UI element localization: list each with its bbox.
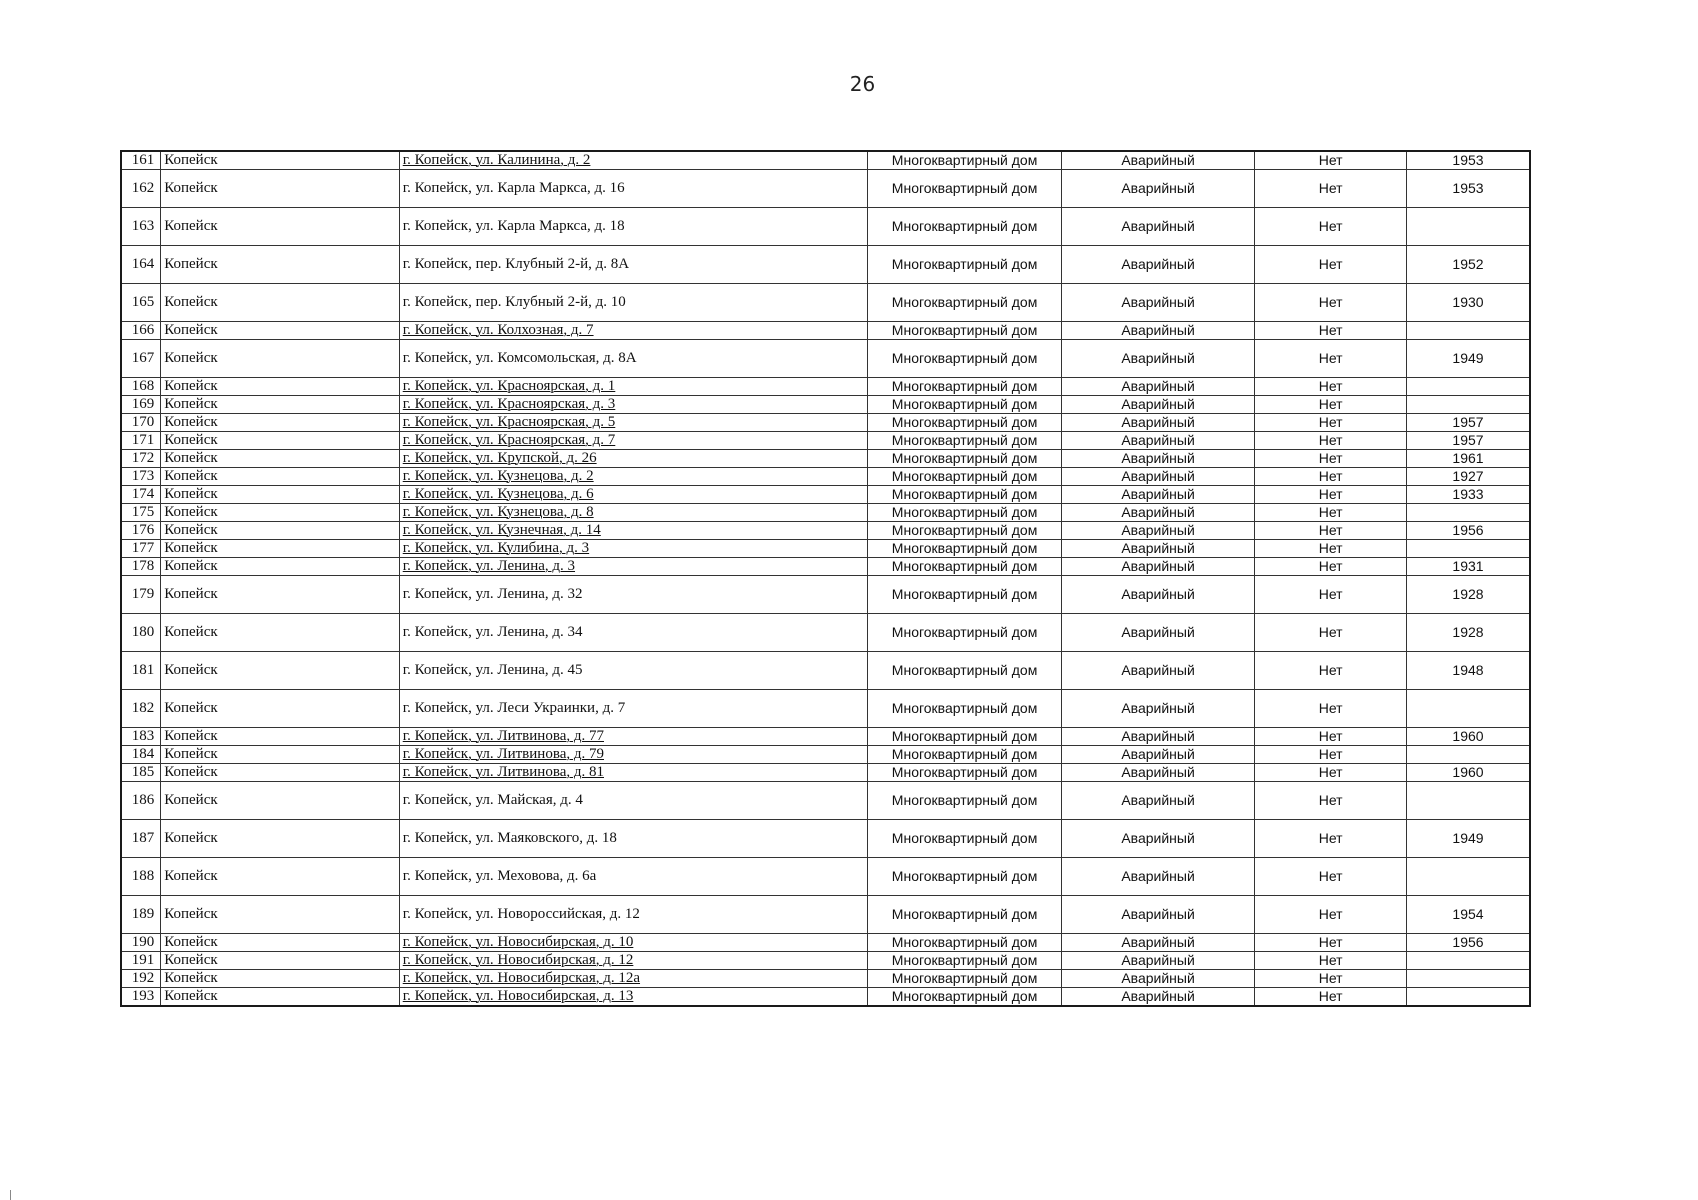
city-cell: Копейск xyxy=(161,576,399,614)
building-type-cell: Многоквартирный дом xyxy=(868,396,1062,414)
row-number: 162 xyxy=(121,170,161,208)
row-number: 177 xyxy=(121,540,161,558)
flag-cell: Нет xyxy=(1255,246,1407,284)
building-type-cell: Многоквартирный дом xyxy=(868,246,1062,284)
address-cell: г. Копейск, ул. Ленина, д. 32 xyxy=(399,576,868,614)
city-cell: Копейск xyxy=(161,782,399,820)
address-cell: г. Копейск, ул. Красноярская, д. 3 xyxy=(399,396,868,414)
building-type-cell: Многоквартирный дом xyxy=(868,151,1062,170)
condition-cell: Аварийный xyxy=(1061,614,1255,652)
flag-cell: Нет xyxy=(1255,378,1407,396)
city-cell: Копейск xyxy=(161,820,399,858)
city-cell: Копейск xyxy=(161,151,399,170)
year-cell: 1933 xyxy=(1407,486,1531,504)
row-number: 188 xyxy=(121,858,161,896)
flag-cell: Нет xyxy=(1255,450,1407,468)
row-number: 180 xyxy=(121,614,161,652)
flag-cell: Нет xyxy=(1255,858,1407,896)
address-cell: г. Копейск, ул. Кузнецова, д. 2 xyxy=(399,468,868,486)
condition-cell: Аварийный xyxy=(1061,340,1255,378)
year-cell: 1927 xyxy=(1407,468,1531,486)
table-row xyxy=(121,934,1530,952)
row-number: 164 xyxy=(121,246,161,284)
address-cell: г. Копейск, ул. Карла Маркса, д. 18 xyxy=(399,208,868,246)
city-cell: Копейск xyxy=(161,952,399,970)
address-cell: г. Копейск, ул. Красноярская, д. 7 xyxy=(399,432,868,450)
condition-cell: Аварийный xyxy=(1061,322,1255,340)
year-cell: 1957 xyxy=(1407,414,1531,432)
table-row xyxy=(121,340,1530,378)
row-number: 174 xyxy=(121,486,161,504)
flag-cell: Нет xyxy=(1255,396,1407,414)
city-cell: Копейск xyxy=(161,934,399,952)
table-row xyxy=(121,764,1530,782)
row-number: 187 xyxy=(121,820,161,858)
table-row xyxy=(121,746,1530,764)
flag-cell: Нет xyxy=(1255,170,1407,208)
condition-cell: Аварийный xyxy=(1061,504,1255,522)
building-type-cell: Многоквартирный дом xyxy=(868,340,1062,378)
year-cell: 1960 xyxy=(1407,764,1531,782)
address-cell: г. Копейск, ул. Литвинова, д. 81 xyxy=(399,764,868,782)
table-row xyxy=(121,246,1530,284)
row-number: 185 xyxy=(121,764,161,782)
table-row xyxy=(121,522,1530,540)
year-cell: 1930 xyxy=(1407,284,1531,322)
condition-cell: Аварийный xyxy=(1061,170,1255,208)
row-number: 193 xyxy=(121,988,161,1007)
building-type-cell: Многоквартирный дом xyxy=(868,170,1062,208)
condition-cell: Аварийный xyxy=(1061,576,1255,614)
building-type-cell: Многоквартирный дом xyxy=(868,504,1062,522)
address-cell: г. Копейск, ул. Леси Украинки, д. 7 xyxy=(399,690,868,728)
city-cell: Копейск xyxy=(161,322,399,340)
building-type-cell: Многоквартирный дом xyxy=(868,378,1062,396)
year-cell xyxy=(1407,396,1531,414)
year-cell xyxy=(1407,690,1531,728)
city-cell: Копейск xyxy=(161,170,399,208)
city-cell: Копейск xyxy=(161,504,399,522)
row-number: 179 xyxy=(121,576,161,614)
building-type-cell: Многоквартирный дом xyxy=(868,896,1062,934)
condition-cell: Аварийный xyxy=(1061,378,1255,396)
city-cell: Копейск xyxy=(161,432,399,450)
building-type-cell: Многоквартирный дом xyxy=(868,764,1062,782)
condition-cell: Аварийный xyxy=(1061,558,1255,576)
city-cell: Копейск xyxy=(161,858,399,896)
city-cell: Копейск xyxy=(161,764,399,782)
flag-cell: Нет xyxy=(1255,486,1407,504)
city-cell: Копейск xyxy=(161,208,399,246)
year-cell: 1931 xyxy=(1407,558,1531,576)
address-cell: г. Копейск, ул. Ленина, д. 45 xyxy=(399,652,868,690)
flag-cell: Нет xyxy=(1255,540,1407,558)
table-row xyxy=(121,414,1530,432)
year-cell xyxy=(1407,988,1531,1007)
condition-cell: Аварийный xyxy=(1061,858,1255,896)
address-cell: г. Копейск, ул. Кузнецова, д. 8 xyxy=(399,504,868,522)
table-row xyxy=(121,558,1530,576)
building-type-cell: Многоквартирный дом xyxy=(868,486,1062,504)
building-type-cell: Многоквартирный дом xyxy=(868,614,1062,652)
table-row xyxy=(121,820,1530,858)
year-cell xyxy=(1407,746,1531,764)
flag-cell: Нет xyxy=(1255,652,1407,690)
address-cell: г. Копейск, ул. Ленина, д. 34 xyxy=(399,614,868,652)
building-type-cell: Многоквартирный дом xyxy=(868,558,1062,576)
table-body xyxy=(121,151,1530,1006)
condition-cell: Аварийный xyxy=(1061,690,1255,728)
row-number: 171 xyxy=(121,432,161,450)
row-number: 172 xyxy=(121,450,161,468)
address-cell: г. Копейск, ул. Комсомольская, д. 8А xyxy=(399,340,868,378)
flag-cell: Нет xyxy=(1255,522,1407,540)
table-row xyxy=(121,468,1530,486)
year-cell: 1949 xyxy=(1407,820,1531,858)
flag-cell: Нет xyxy=(1255,970,1407,988)
city-cell: Копейск xyxy=(161,522,399,540)
condition-cell: Аварийный xyxy=(1061,246,1255,284)
flag-cell: Нет xyxy=(1255,782,1407,820)
address-cell: г. Копейск, ул. Красноярская, д. 1 xyxy=(399,378,868,396)
flag-cell: Нет xyxy=(1255,896,1407,934)
building-type-cell: Многоквартирный дом xyxy=(868,690,1062,728)
building-type-cell: Многоквартирный дом xyxy=(868,728,1062,746)
year-cell: 1928 xyxy=(1407,576,1531,614)
row-number: 181 xyxy=(121,652,161,690)
city-cell: Копейск xyxy=(161,486,399,504)
table-row xyxy=(121,322,1530,340)
year-cell xyxy=(1407,970,1531,988)
year-cell: 1949 xyxy=(1407,340,1531,378)
building-type-cell: Многоквартирный дом xyxy=(868,284,1062,322)
address-cell: г. Копейск, ул. Колхозная, д. 7 xyxy=(399,322,868,340)
year-cell: 1954 xyxy=(1407,896,1531,934)
address-cell: г. Копейск, ул. Новосибирская, д. 10 xyxy=(399,934,868,952)
year-cell: 1957 xyxy=(1407,432,1531,450)
year-cell: 1928 xyxy=(1407,614,1531,652)
flag-cell: Нет xyxy=(1255,284,1407,322)
address-cell: г. Копейск, ул. Красноярская, д. 5 xyxy=(399,414,868,432)
flag-cell: Нет xyxy=(1255,322,1407,340)
building-type-cell: Многоквартирный дом xyxy=(868,988,1062,1007)
row-number: 173 xyxy=(121,468,161,486)
table-row xyxy=(121,952,1530,970)
row-number: 192 xyxy=(121,970,161,988)
margin-mark xyxy=(10,1190,11,1200)
condition-cell: Аварийный xyxy=(1061,414,1255,432)
city-cell: Копейск xyxy=(161,558,399,576)
row-number: 166 xyxy=(121,322,161,340)
city-cell: Копейск xyxy=(161,414,399,432)
flag-cell: Нет xyxy=(1255,690,1407,728)
year-cell: 1953 xyxy=(1407,170,1531,208)
city-cell: Копейск xyxy=(161,970,399,988)
condition-cell: Аварийный xyxy=(1061,952,1255,970)
address-cell: г. Копейск, ул. Майская, д. 4 xyxy=(399,782,868,820)
address-cell: г. Копейск, ул. Литвинова, д. 77 xyxy=(399,728,868,746)
city-cell: Копейск xyxy=(161,614,399,652)
city-cell: Копейск xyxy=(161,896,399,934)
address-cell: г. Копейск, ул. Новосибирская, д. 12 xyxy=(399,952,868,970)
condition-cell: Аварийный xyxy=(1061,151,1255,170)
year-cell: 1956 xyxy=(1407,522,1531,540)
table-row xyxy=(121,540,1530,558)
building-type-cell: Многоквартирный дом xyxy=(868,652,1062,690)
flag-cell: Нет xyxy=(1255,151,1407,170)
table-row xyxy=(121,896,1530,934)
flag-cell: Нет xyxy=(1255,468,1407,486)
condition-cell: Аварийный xyxy=(1061,934,1255,952)
city-cell: Копейск xyxy=(161,540,399,558)
address-cell: г. Копейск, ул. Кулибина, д. 3 xyxy=(399,540,868,558)
city-cell: Копейск xyxy=(161,728,399,746)
condition-cell: Аварийный xyxy=(1061,988,1255,1007)
condition-cell: Аварийный xyxy=(1061,764,1255,782)
flag-cell: Нет xyxy=(1255,614,1407,652)
table-row xyxy=(121,486,1530,504)
year-cell: 1960 xyxy=(1407,728,1531,746)
row-number: 190 xyxy=(121,934,161,952)
table-row xyxy=(121,450,1530,468)
year-cell xyxy=(1407,322,1531,340)
address-cell: г. Копейск, ул. Кузнечная, д. 14 xyxy=(399,522,868,540)
building-type-cell: Многоквартирный дом xyxy=(868,858,1062,896)
building-type-cell: Многоквартирный дом xyxy=(868,970,1062,988)
condition-cell: Аварийный xyxy=(1061,652,1255,690)
city-cell: Копейск xyxy=(161,450,399,468)
table-row xyxy=(121,378,1530,396)
condition-cell: Аварийный xyxy=(1061,208,1255,246)
table-row xyxy=(121,432,1530,450)
condition-cell: Аварийный xyxy=(1061,728,1255,746)
address-cell: г. Копейск, пер. Клубный 2-й, д. 8А xyxy=(399,246,868,284)
address-cell: г. Копейск, ул. Крупской, д. 26 xyxy=(399,450,868,468)
condition-cell: Аварийный xyxy=(1061,782,1255,820)
row-number: 189 xyxy=(121,896,161,934)
city-cell: Копейск xyxy=(161,988,399,1007)
year-cell: 1961 xyxy=(1407,450,1531,468)
condition-cell: Аварийный xyxy=(1061,450,1255,468)
table-row xyxy=(121,970,1530,988)
flag-cell: Нет xyxy=(1255,504,1407,522)
flag-cell: Нет xyxy=(1255,952,1407,970)
row-number: 175 xyxy=(121,504,161,522)
row-number: 165 xyxy=(121,284,161,322)
building-type-cell: Многоквартирный дом xyxy=(868,432,1062,450)
building-type-cell: Многоквартирный дом xyxy=(868,468,1062,486)
condition-cell: Аварийный xyxy=(1061,432,1255,450)
table-row xyxy=(121,690,1530,728)
table-row xyxy=(121,208,1530,246)
flag-cell: Нет xyxy=(1255,764,1407,782)
address-cell: г. Копейск, ул. Новороссийская, д. 12 xyxy=(399,896,868,934)
year-cell xyxy=(1407,858,1531,896)
building-type-cell: Многоквартирный дом xyxy=(868,414,1062,432)
city-cell: Копейск xyxy=(161,340,399,378)
row-number: 167 xyxy=(121,340,161,378)
flag-cell: Нет xyxy=(1255,988,1407,1007)
table-row xyxy=(121,576,1530,614)
condition-cell: Аварийный xyxy=(1061,820,1255,858)
table-row xyxy=(121,988,1530,1007)
address-cell: г. Копейск, ул. Новосибирская, д. 12а xyxy=(399,970,868,988)
condition-cell: Аварийный xyxy=(1061,746,1255,764)
address-cell: г. Копейск, ул. Литвинова, д. 79 xyxy=(399,746,868,764)
flag-cell: Нет xyxy=(1255,934,1407,952)
row-number: 163 xyxy=(121,208,161,246)
flag-cell: Нет xyxy=(1255,820,1407,858)
flag-cell: Нет xyxy=(1255,728,1407,746)
year-cell: 1948 xyxy=(1407,652,1531,690)
row-number: 186 xyxy=(121,782,161,820)
row-number: 176 xyxy=(121,522,161,540)
building-type-cell: Многоквартирный дом xyxy=(868,746,1062,764)
year-cell xyxy=(1407,504,1531,522)
condition-cell: Аварийный xyxy=(1061,486,1255,504)
condition-cell: Аварийный xyxy=(1061,896,1255,934)
city-cell: Копейск xyxy=(161,652,399,690)
flag-cell: Нет xyxy=(1255,340,1407,378)
row-number: 170 xyxy=(121,414,161,432)
flag-cell: Нет xyxy=(1255,576,1407,614)
building-type-cell: Многоквартирный дом xyxy=(868,934,1062,952)
building-type-cell: Многоквартирный дом xyxy=(868,522,1062,540)
row-number: 168 xyxy=(121,378,161,396)
flag-cell: Нет xyxy=(1255,558,1407,576)
table-row xyxy=(121,614,1530,652)
year-cell xyxy=(1407,208,1531,246)
address-cell: г. Копейск, ул. Ленина, д. 3 xyxy=(399,558,868,576)
housing-registry-table xyxy=(120,150,1531,1007)
condition-cell: Аварийный xyxy=(1061,396,1255,414)
condition-cell: Аварийный xyxy=(1061,284,1255,322)
condition-cell: Аварийный xyxy=(1061,522,1255,540)
flag-cell: Нет xyxy=(1255,414,1407,432)
table-row xyxy=(121,284,1530,322)
building-type-cell: Многоквартирный дом xyxy=(868,952,1062,970)
year-cell: 1952 xyxy=(1407,246,1531,284)
condition-cell: Аварийный xyxy=(1061,540,1255,558)
table-row xyxy=(121,728,1530,746)
row-number: 184 xyxy=(121,746,161,764)
year-cell: 1956 xyxy=(1407,934,1531,952)
year-cell: 1953 xyxy=(1407,151,1531,170)
year-cell xyxy=(1407,540,1531,558)
row-number: 182 xyxy=(121,690,161,728)
flag-cell: Нет xyxy=(1255,746,1407,764)
row-number: 169 xyxy=(121,396,161,414)
table-row xyxy=(121,652,1530,690)
table-row xyxy=(121,858,1530,896)
building-type-cell: Многоквартирный дом xyxy=(868,782,1062,820)
city-cell: Копейск xyxy=(161,396,399,414)
city-cell: Копейск xyxy=(161,746,399,764)
condition-cell: Аварийный xyxy=(1061,468,1255,486)
row-number: 183 xyxy=(121,728,161,746)
address-cell: г. Копейск, ул. Маяковского, д. 18 xyxy=(399,820,868,858)
table-row xyxy=(121,396,1530,414)
address-cell: г. Копейск, ул. Карла Маркса, д. 16 xyxy=(399,170,868,208)
building-type-cell: Многоквартирный дом xyxy=(868,540,1062,558)
building-type-cell: Многоквартирный дом xyxy=(868,450,1062,468)
city-cell: Копейск xyxy=(161,378,399,396)
address-cell: г. Копейск, ул. Меховова, д. 6а xyxy=(399,858,868,896)
address-cell: г. Копейск, ул. Калинина, д. 2 xyxy=(399,151,868,170)
table-row xyxy=(121,170,1530,208)
table-row xyxy=(121,151,1530,170)
year-cell xyxy=(1407,952,1531,970)
year-cell xyxy=(1407,782,1531,820)
address-cell: г. Копейск, пер. Клубный 2-й, д. 10 xyxy=(399,284,868,322)
address-cell: г. Копейск, ул. Новосибирская, д. 13 xyxy=(399,988,868,1007)
city-cell: Копейск xyxy=(161,284,399,322)
building-type-cell: Многоквартирный дом xyxy=(868,820,1062,858)
row-number: 191 xyxy=(121,952,161,970)
flag-cell: Нет xyxy=(1255,208,1407,246)
building-type-cell: Многоквартирный дом xyxy=(868,322,1062,340)
city-cell: Копейск xyxy=(161,690,399,728)
table-row xyxy=(121,782,1530,820)
table-row xyxy=(121,504,1530,522)
row-number: 178 xyxy=(121,558,161,576)
city-cell: Копейск xyxy=(161,468,399,486)
year-cell xyxy=(1407,378,1531,396)
city-cell: Копейск xyxy=(161,246,399,284)
condition-cell: Аварийный xyxy=(1061,970,1255,988)
building-type-cell: Многоквартирный дом xyxy=(868,208,1062,246)
building-type-cell: Многоквартирный дом xyxy=(868,576,1062,614)
flag-cell: Нет xyxy=(1255,432,1407,450)
address-cell: г. Копейск, ул. Кузнецова, д. 6 xyxy=(399,486,868,504)
page-number: 26 xyxy=(849,72,876,96)
row-number: 161 xyxy=(121,151,161,170)
